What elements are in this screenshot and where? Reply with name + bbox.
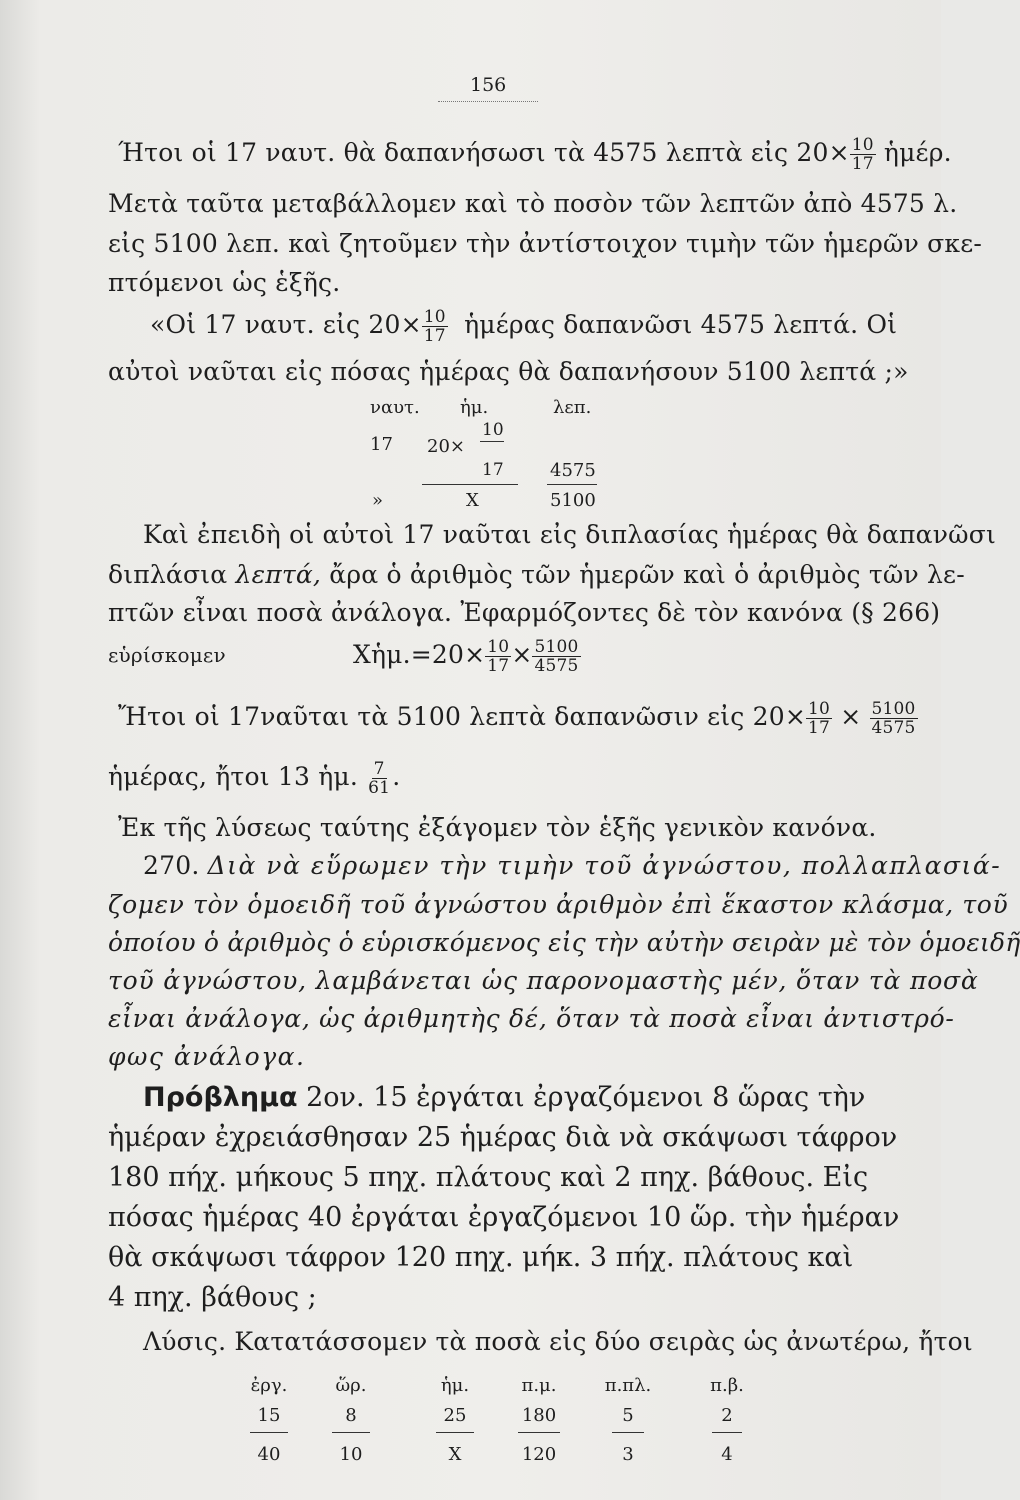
solution-line1: Λύσις. Κατατάσσομεν τὰ ποσὰ εἰς δύο σειρὰς ὡς ἀνωτέρω, ἤτοι: [143, 1327, 973, 1356]
table1-frac-bar: [480, 441, 504, 442]
table2-row2-im: X: [448, 1444, 462, 1465]
fraction: [532, 638, 580, 675]
times-sign: ×: [511, 640, 533, 669]
fraction-numerator: 10: [423, 307, 446, 327]
table2-row1-or: 8: [345, 1405, 357, 1426]
text: ἡμέρας, ἤτοι 13 ἡμ.: [108, 762, 358, 791]
table1-row2-naut: »: [372, 490, 384, 511]
table2-bar-im: [436, 1432, 474, 1433]
table1-frac-den: 17: [482, 460, 504, 480]
italic-text: λεπτά,: [235, 560, 322, 589]
table2-header-ppl: π.πλ.: [604, 1375, 652, 1396]
table1-row1-naut: 17: [370, 434, 393, 455]
paragraph2-line3: πτῶν εἶναι ποσὰ ἀνάλογα. Ἐφαρμόζοντες δὲ τὸν κανόνα (§ 266): [108, 598, 941, 627]
problem-line3: 180 πήχ. μήκους 5 πηχ. πλάτους καὶ 2 πηχ. βάθους. Εἰς: [108, 1162, 869, 1193]
text: ἡμέρ.: [883, 138, 952, 167]
problem-line2: ἡμέραν ἐχρειάσθησαν 25 ἡμέρας διὰ νὰ σκάψωσι τάφρον: [108, 1122, 898, 1153]
table1-header-naut: ναυτ.: [370, 397, 420, 418]
fraction-denominator: 17: [487, 656, 510, 676]
fraction: [366, 760, 392, 797]
fraction-denominator: 17: [423, 326, 446, 346]
fraction-denominator: 61: [368, 778, 391, 798]
text: 20×: [427, 436, 465, 457]
fraction-numerator: 7: [373, 759, 385, 779]
table2-bar-pb: [712, 1432, 742, 1433]
paragraph1-line4: πτόμενοι ὡς ἑξῆς.: [108, 268, 341, 297]
fraction-denominator: 4575: [534, 656, 579, 676]
table2-row2-erg: 40: [257, 1444, 281, 1465]
fraction: [422, 308, 448, 345]
table2-row1-pb: 2: [721, 1405, 733, 1426]
text: Ήτοι οἱ 17 ναυτ. θὰ δαπανήσωσι τὰ 4575 λεπτὰ εἰς 20×: [118, 138, 850, 167]
table2-row1-ppl: 5: [622, 1405, 634, 1426]
text: .: [392, 762, 401, 791]
fraction-numerator: 10: [807, 699, 831, 719]
times-sign: ×: [840, 702, 862, 731]
table1-frac-num: 10: [482, 420, 504, 440]
table1-header-im: ἡμ.: [460, 397, 489, 418]
rule-line1: [143, 851, 1001, 880]
paragraph3-line1: [118, 700, 918, 737]
page-number: 156: [470, 74, 507, 96]
page-number-rule: [438, 101, 538, 102]
rule-line5: εἶναι ἀνάλογα, ὡς ἀριθμητὴς δέ, ὅταν τὰ ποσὰ εἶναι ἀντιστρό-: [108, 1004, 955, 1033]
text: Διὰ νὰ εὕρωμεν τὴν τιμὴν τοῦ ἀγνώστου, πολλαπλασιά-: [207, 851, 1002, 880]
fraction: [870, 700, 918, 737]
formula: [353, 638, 581, 675]
fraction-numerator: 10: [851, 135, 874, 155]
table2-row2-pb: 4: [721, 1444, 733, 1465]
text: 2ον. 15 ἐργάται ἐργαζόμενοι 8 ὥρας τὴν: [306, 1082, 866, 1113]
fraction: [850, 136, 876, 173]
table2-bar-ppl: [612, 1432, 644, 1433]
rule-number: 270.: [143, 851, 200, 880]
table2-header-erg: ἐργ.: [250, 1375, 288, 1396]
rule-line4: τοῦ ἀγνώστου, λαμβάνεται ὡς παρονομαστὴς μέν, ὅταν τὰ ποσὰ: [108, 966, 979, 995]
fraction-numerator: 10: [487, 637, 510, 657]
quote-line1: [150, 308, 897, 345]
paragraph3-line2: [108, 760, 400, 797]
table2-bar-erg: [250, 1432, 288, 1433]
table1-divider-lep: [547, 484, 597, 485]
paragraph1-line2: Μετὰ ταῦτα μεταβάλλομεν καὶ τὸ ποσὸν τῶν λεπτῶν ἀπὸ 4575 λ.: [108, 189, 958, 218]
paragraph3-line3: Ἐκ τῆς λύσεως ταύτης ἐξάγομεν τὸν ἑξῆς γενικὸν κανόνα.: [118, 813, 877, 842]
table2-row2-ppl: 3: [622, 1444, 634, 1465]
problem-line1: [143, 1082, 865, 1113]
table1-row2-lep: 5100: [550, 490, 596, 511]
text: ἡμέρας δαπανῶσι 4575 λεπτά. Οἱ: [464, 310, 898, 339]
fraction: [485, 638, 511, 675]
table2-row1-pm: 180: [521, 1405, 557, 1426]
paragraph2-line2: [108, 560, 965, 589]
rule-line2: ζομεν τὸν ὁμοειδῆ τοῦ ἀγνώστου ἀριθμὸν ἐπὶ ἕκαστον κλάσμα, τοῦ: [108, 890, 1009, 919]
fraction-denominator: 4575: [871, 718, 916, 738]
table1-row1-lep: 4575: [550, 460, 596, 481]
table2-row1-im: 25: [443, 1405, 467, 1426]
table1-header-lep: λεπ.: [553, 397, 592, 418]
table2-header-pm: π.μ.: [521, 1375, 557, 1396]
fraction-numerator: 5100: [871, 699, 916, 719]
text: ἄρα ὁ ἀριθμὸς τῶν ἡμερῶν καὶ ὁ ἀριθμὸς τῶν λε-: [329, 560, 965, 589]
table2-row2-or: 10: [339, 1444, 363, 1465]
table1-divider-im: [422, 484, 518, 485]
fraction-numerator: 5100: [534, 637, 579, 657]
table2-header-im: ἡμ.: [440, 1375, 470, 1396]
formula-lhs: Xἡμ.=20×: [353, 640, 486, 669]
fraction: [806, 700, 832, 737]
text: διπλάσια: [108, 560, 228, 589]
paragraph2-line1: Καὶ ἐπειδὴ οἱ αὐτοὶ 17 ναῦται εἰς διπλασίας ἡμέρας θὰ δαπανῶσι: [143, 520, 996, 549]
quote-line2: αὐτοὶ ναῦται εἰς πόσας ἡμέρας θὰ δαπανήσουν 5100 λεπτά ;»: [108, 357, 909, 386]
table2-row1-erg: 15: [257, 1405, 281, 1426]
paragraph1-line1: [118, 136, 952, 173]
fraction-denominator: 17: [807, 718, 831, 738]
problem-line4: πόσας ἡμέρας 40 ἐργάται ἐργαζόμενοι 10 ὥρ. τὴν ἡμέραν: [108, 1202, 900, 1233]
paragraph1-line3: εἰς 5100 λεπ. καὶ ζητοῦμεν τὴν ἀντίστοιχον τιμὴν τῶν ἡμερῶν σκε-: [108, 229, 983, 258]
table2-bar-pm: [518, 1432, 560, 1433]
text: Ἤτοι οἱ 17ναῦται τὰ 5100 λεπτὰ δαπανῶσιν εἰς 20×: [118, 702, 806, 731]
text: «Οἱ 17 ναυτ. εἰς 20×: [150, 310, 422, 339]
table1-row1-im: [427, 436, 465, 457]
paragraph2-line4: εὑρίσκομεν: [108, 643, 226, 667]
table2-row2-pm: 120: [521, 1444, 557, 1465]
table1-row2-im: X: [466, 490, 479, 511]
table2-header-or: ὥρ.: [335, 1375, 367, 1396]
rule-line6: φως ἀνάλογα.: [108, 1042, 306, 1071]
fraction-denominator: 17: [851, 154, 874, 174]
table2-header-pb: π.β.: [710, 1375, 744, 1396]
problem-title: Πρόβλημα: [143, 1082, 298, 1113]
rule-line3: ὁποίου ὁ ἀριθμὸς ὁ εὑρισκόμενος εἰς τὴν αὐτὴν σειρὰν μὲ τὸν ὁμοειδῆ: [108, 928, 1020, 957]
table2-bar-or: [332, 1432, 370, 1433]
problem-line5: θὰ σκάψωσι τάφρον 120 πηχ. μήκ. 3 πήχ. πλάτους καὶ: [108, 1242, 854, 1273]
problem-line6: 4 πηχ. βάθους ;: [108, 1282, 317, 1313]
